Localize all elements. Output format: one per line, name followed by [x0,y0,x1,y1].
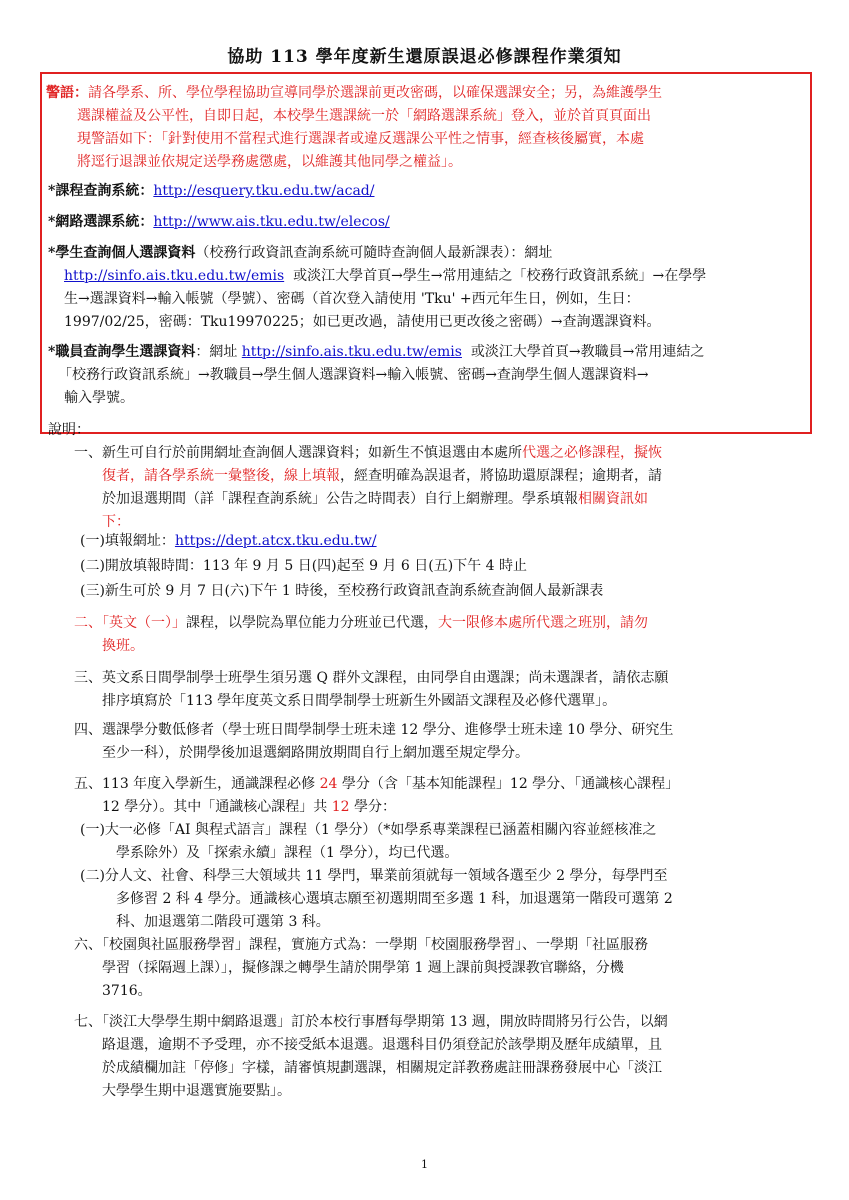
student-query-text: （校務行政資訊查詢系統可隨時查詢個人最新課表）：網址 [195,245,553,261]
warning-label: 警語： [46,85,88,101]
subitem-label: (一)填報網址： [80,533,175,549]
item-5-text: 學分： [354,799,396,815]
item-4-continuation: 至少一科），於開學後加退選網路開放期間自行上網加選至規定學分。 [102,745,529,761]
student-query-text: 或淡江大學首頁→學生→常用連結之「校務行政資訊系統」→在學學 [293,268,707,284]
warning-line: 選課權益及公平性，自即日起，本校學生選課統一於「網路選課系統」登入，並於首頁頁面出 [77,108,651,124]
item-3-continuation: 排序填寫於「113 學年度英文系日間學制學士班新生外國語文課程及必修代選單」。 [102,693,617,709]
item-5-subitem-text: 科、加退選第二階段可選第 3 科。 [116,914,330,930]
item-1 [74,442,662,465]
staff-query-text: ：網址 [195,344,238,360]
item-7-text: 於成績欄加註「停修」字樣，請審慎規劃選課，相關規定詳教務處註冊課務發展中心「淡江 [102,1060,662,1076]
online-system-label: *網路選課系統： [48,214,154,230]
page-title: 協助 113 學年度新生還原誤退必修課程作業須知 [227,47,622,67]
student-query-block [48,242,552,265]
explain-label: 說明： [48,422,90,438]
item-5-subitem-1: (一)大一必修「AI 與程式語言」課程（1 學分）（*如學系專業課程已涵蓋相關內容並經核准之 [80,822,657,838]
item-1-subitem-1 [80,530,377,553]
item-6-text: 3716。 [102,983,152,999]
item-5-credit: 24 [319,776,338,792]
item-2-highlight: 大一限修本處所代選之班別，請勿 [438,615,648,631]
item-5-credit: 12 [331,799,350,815]
report-url-link[interactable]: https://dept.atcx.tku.edu.tw/ [174,533,377,549]
student-query-link[interactable]: http://sinfo.ais.tku.edu.tw/emis [64,268,285,284]
course-query-label: *課程查詢系統： [48,183,154,199]
item-3: 三、英文系日間學制學士班學生須另選 Q 群外文課程，由同學自由選課；尚未選課者，請依志願 [74,670,669,686]
item-7-text: 路退選，逾期不予受理，亦不接受紙本退選。退選科目仍須登記於該學期及歷年成績單，且 [102,1037,662,1053]
item-1-text: 新生可自行於前開網址查詢個人選課資料；如新生不慎退選由本處所 [102,445,522,461]
item-5-subitem-1-cont: 學系除外）及「探索永續」課程（1 學分），均已代選。 [116,845,459,861]
item-4: 四、選課學分數低修者（學士班日間學制學士班未達 12 學分、進修學士班未達 10 學分、研究生 [74,722,674,738]
item-1-subitem-2: (二)開放填報時間：113 年 9 月 5 日(四)起至 9 月 6 日(五)下午 4 時止 [80,558,527,574]
item-5 [74,773,679,796]
item-1-number: 一、 [74,445,102,461]
warning-continuation [77,105,651,174]
item-6: 六、「校園與社區服務學習」課程，實施方式為：一學期「校園服務學習」、一學期「社區服務 [74,937,648,953]
staff-query-text: 或淡江大學首頁→教職員→常用連結之 [470,344,705,360]
staff-query-text: 「校務行政資訊系統」→教職員→學生個人選課資料→輸入帳號、密碼→查詢學生個人選課資料→ [58,367,649,383]
warning-line: 請各學系、所、學位學程協助宣導同學於選課前更改密碼，以確保選課安全；另，為維護學生 [88,85,662,101]
item-2-highlight: 二、「英文（一）」 [74,615,186,631]
online-system-link[interactable]: http://www.ais.tku.edu.tw/elecos/ [153,214,390,230]
item-5-continuation [102,796,396,819]
warning-paragraph [46,82,662,105]
item-1-highlight: 代選之必修課程，擬恢 [522,445,662,461]
staff-query-link[interactable]: http://sinfo.ais.tku.edu.tw/emis [241,344,462,360]
student-query-label: *學生查詢個人選課資料 [48,245,196,261]
staff-query-label: *職員查詢學生選課資料 [48,344,196,360]
item-5-text: 學分（含「基本知能課程」12 學分、「通識核心課程」 [341,776,680,792]
staff-query-continuation [58,364,649,410]
online-system-row [48,211,390,234]
warning-line: 現警語如下：「針對使用不當程式進行選課者或違反選課公平性之情事，經查核後屬實，本處 [77,131,644,147]
item-6-continuation [102,957,624,1003]
item-1-continuation [102,465,662,534]
item-7-continuation [102,1034,662,1103]
item-1-highlight: 相關資訊如 [578,491,648,507]
student-query-text: 1997/02/25，密碼：Tku19970225；如已更改過，請使用已更改後之密碼）→查詢選課資料。 [64,314,661,330]
item-6-text: 學習（採隔週上課）」，擬修課之轉學生請於開學第 1 週上課前與授課教官聯絡，分機 [102,960,624,976]
item-5-text: 12 學分）。其中「通識核心課程」共 [102,799,328,815]
item-1-highlight: 下： [102,514,130,530]
student-query-text: 生→選課資料→輸入帳號（學號）、密碼（首次登入請使用 'Tku' +西元年生日，例如，生日： [64,291,640,307]
page-number: 1 [421,1158,428,1171]
course-query-row [48,180,374,203]
staff-query-text: 輸入學號。 [64,390,134,406]
item-5-text: 五、113 年度入學新生，通識課程必修 [74,776,316,792]
item-2-continuation: 換班。 [102,638,144,654]
item-2-text: 課程，以學院為單位能力分班並已代選， [186,615,438,631]
item-5-subitem-text: 多修習 2 科 4 學分。通識核心選填志願至初選期間至多選 1 科，加退選第一階段可選第 2 [116,891,673,907]
item-5-subitem-2: (二)分人文、社會、科學三大領域共 11 學門，畢業前須就每一領域各選至少 2 學分，每學門至 [80,868,668,884]
item-2 [74,612,648,635]
item-1-text: ，經查明確為誤退者，將協助還原課程；逾期者，請 [340,468,662,484]
student-query-continuation [64,265,706,334]
staff-query-block [48,341,704,364]
item-7: 七、「淡江大學學生期中網路退選」訂於本校行事曆每學期第 13 週，開放時間將另行公告，以網 [74,1014,668,1030]
item-7-text: 大學學生期中退選實施要點」。 [102,1083,291,1099]
item-1-highlight: 復者，請各學系統一彙整後，線上填報 [102,468,340,484]
warning-line: 將逕行退課並依規定送學務處懲處，以維護其他同學之權益」。 [77,154,462,170]
item-5-subitem-2-cont [116,888,673,934]
item-1-text: 於加退選期間（詳「課程查詢系統」公告之時間表）自行上網辦理。學系填報 [102,491,578,507]
course-query-link[interactable]: http://esquery.tku.edu.tw/acad/ [153,183,375,199]
item-1-subitem-3: (三)新生可於 9 月 7 日(六)下午 1 時後，至校務行政資訊查詢系統查詢個人最新課表 [80,583,604,599]
